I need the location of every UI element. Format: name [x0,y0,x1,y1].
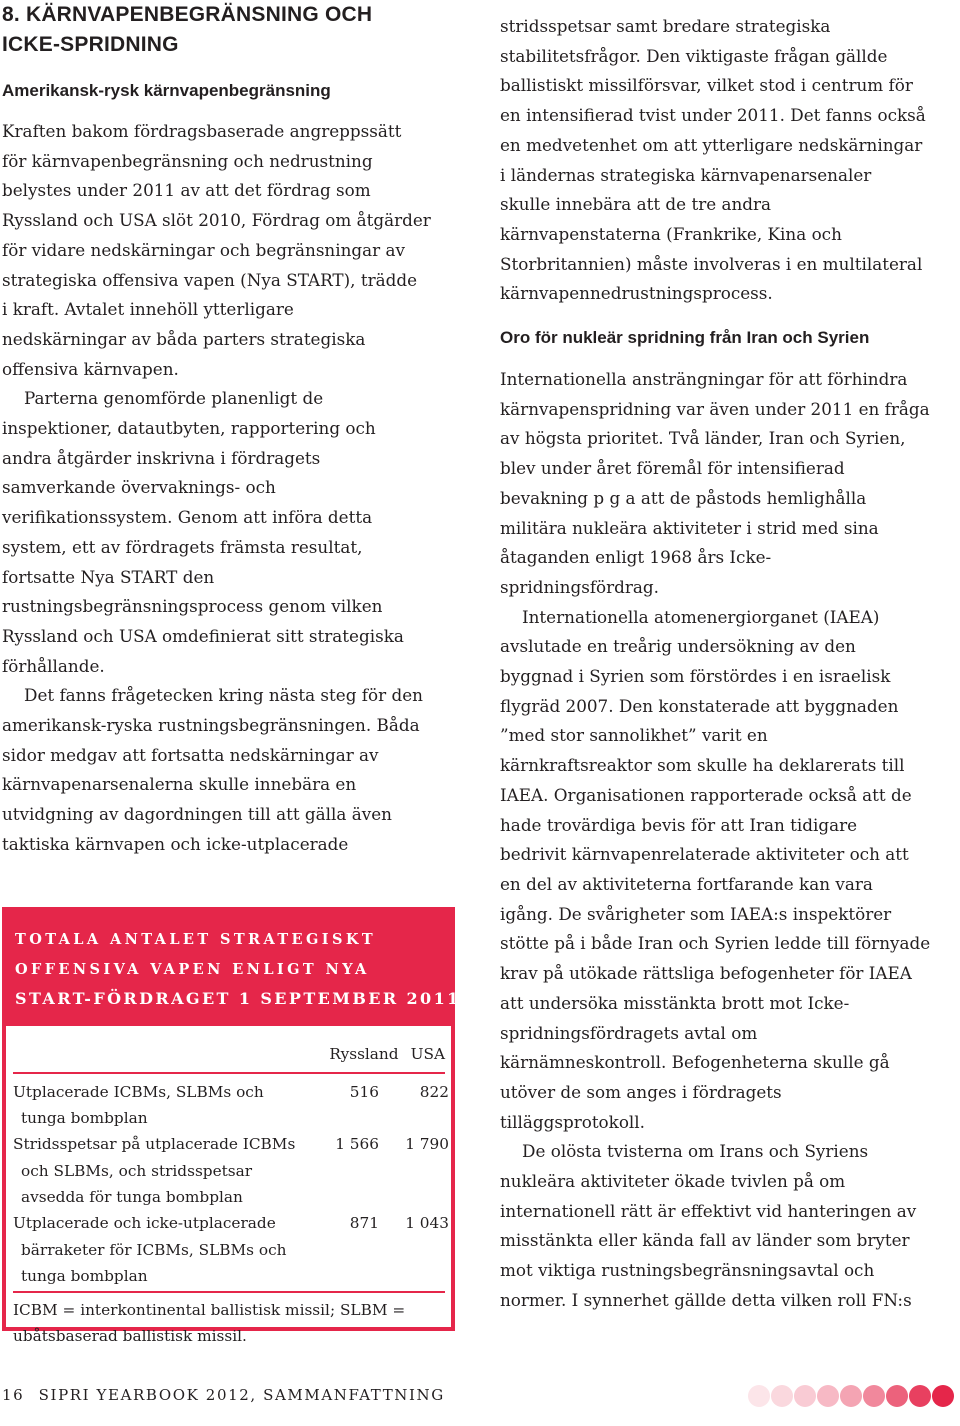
text-line: Parterna genomförde planenligt de [24,388,324,409]
body-text [500,365,960,1316]
dot-icon [794,1385,816,1407]
text-line: en intensifierad tvist under 2011. Det fanns också [500,105,926,126]
text-line: Ryssland och USA omdefinierat sitt strategiska [2,625,404,646]
text-line: i ländernas strategiska kärnvapenarsenaler [500,164,872,185]
cell-usa: 1 790 [405,1135,449,1154]
chapter-title-line: 8. KÄRNVAPENBEGRÄNSNING OCH [2,3,373,26]
fact-box-title-line: TOTALA ANTALET STRATEGISKT [15,931,377,948]
row-label-line: Utplacerade ICBMs, SLBMs och [13,1082,264,1101]
text-line: De olösta tvisterna om Irans och Syriens [522,1141,869,1162]
text-line: nukleära aktiviteter ökade tvivlen på om [500,1171,846,1192]
text-line: utvidgning av dagordningen till att gälla även [2,804,392,825]
text-line: militära nukleära aktiviteter i strid med sina [500,517,879,538]
text-line: ”med stor sannolikhet” varit en [500,725,768,746]
table-row [13,1210,449,1289]
text-line: för vidare nedskärningar och begränsningar av [2,239,406,260]
dot-icon [909,1385,931,1407]
text-line: Internationella ansträngningar för att förhindra [500,369,908,390]
table-header-row [13,1032,445,1074]
text-line: i kraft. Avtalet innehöll ytterligare [2,299,294,320]
text-line: verifikationssystem. Genom att införa detta [2,507,373,528]
section-heading: Amerikansk-rysk kärnvapenbegränsning [2,81,331,100]
row-label-line: bärraketer för ICBMs, SLBMs och [21,1240,287,1259]
body-text [500,12,960,309]
table-row [13,1131,449,1210]
text-line: skulle innebära att de tre andra [500,194,772,215]
page-footer [2,1386,445,1404]
text-line: flygräd 2007. Den konstaterade att byggnaden [500,695,899,716]
text-line: hade trovärdiga bevis för att Iran tidigare [500,814,858,835]
cell-usa: 1 043 [405,1214,449,1233]
text-line: nedskärningar av båda parters strategiska [2,328,366,349]
text-line: system, ett av fördragets främsta resultat, [2,536,363,557]
text-line: Storbritannien) måste involveras i en multilateral [500,253,923,274]
text-line: misstänkta eller kända fall av länder som bryter [500,1230,910,1251]
text-line: rustningsbegränsningsprocess genom vilken [2,596,383,617]
row-label [13,1210,325,1289]
fact-box-title-line: OFFENSIVA VAPEN ENLIGT NYA [15,960,370,978]
decorative-dots [748,1385,955,1407]
text-line: stridsspetsar samt bredare strategiska [500,16,831,36]
text-line: normer. I synnerhet gällde detta vilken roll FN:s [500,1289,912,1310]
text-line: amerikansk-ryska rustningsbegränsningen. Båda [2,715,420,736]
text-line: offensiva kärnvapen. [2,358,179,379]
dot-icon [817,1385,839,1407]
text-line: en medvetenhet om att ytterligare nedskärningar [500,134,923,155]
row-label-line: och SLBMs, och stridsspetsar [21,1161,253,1180]
text-line: spridningsfördragets avtal om [500,1022,758,1043]
row-label [13,1079,325,1132]
row-label-line: tunga bombplan [21,1109,148,1128]
row-label-line: avsedda för tunga bombplan [21,1187,243,1206]
cell-russia: 516 [349,1082,379,1101]
text-line: bedrivit kärnvapenrelaterade aktiviteter och att [500,844,909,865]
text-line: andra åtgärder inskrivna i fördragets [2,447,321,468]
text-line: belystes under 2011 av att det fördrag som [2,180,371,201]
right-column [500,12,960,1316]
text-line: för kärnvapenbegränsning och nedrustning [2,150,373,171]
text-line: Kraften bakom fördragsbaserade angreppssätt [2,121,402,141]
footnote-line: ubåtsbaserad ballistisk missil. [13,1327,247,1346]
dot-icon [886,1385,908,1407]
dot-icon [771,1385,793,1407]
text-line: internationell rätt är effektivt vid hanteringen av [500,1200,917,1221]
text-line: taktiska kärnvapen och icke-utplacerade [2,833,349,854]
chapter-title-line: ICKE-SPRIDNING [2,33,179,56]
section-heading: Oro för nukleär spridning från Iran och Syrien [500,328,870,348]
dot-icon [748,1385,770,1407]
text-line: kärnämneskontroll. Befogenheterna skulle gå [500,1052,890,1073]
text-line: kärnkraftsreaktor som skulle ha deklarerats till [500,755,905,776]
table-row [13,1079,449,1132]
text-line: byggnad i Syrien som förstördes i en israelisk [500,666,891,687]
fact-box-footnote [13,1293,445,1350]
text-line: stabilitetsfrågor. Den viktigaste frågan gällde [500,45,888,66]
text-line: IAEA. Organisationen rapporterade också att de [500,784,912,805]
text-line: igång. De svårigheter som IAEA:s inspektörer [500,903,892,924]
left-column [2,0,472,860]
text-line: krav på utökade rättsliga befogenheter för IAEA [500,963,912,984]
text-line: kärnvapenarsenalerna skulle innebära en [2,774,357,795]
text-line: Det fanns frågetecken kring nästa steg för den [24,685,423,706]
text-line: ballistiskt missilförsvar, vilket stod i centrum för [500,75,913,96]
text-line: strategiska offensiva vapen (Nya START), trädde [2,269,418,290]
fact-box-header [6,911,461,1026]
row-label [13,1131,325,1210]
text-line: en del av aktiviteterna fortfarande kan vara [500,873,873,894]
footnote-line: ICBM = interkontinental ballistisk missil; SLBM = [13,1301,406,1320]
text-line: sidor medgav att fortsatta nedskärningar av [2,744,379,765]
text-line: kärnvapenstaterna (Frankrike, Kina och [500,223,842,244]
page-number: 16 [2,1386,25,1404]
text-line: fortsatte Nya START den [2,566,215,587]
cell-russia: 1 566 [335,1135,379,1154]
row-label-line: Stridsspetsar på utplacerade ICBMs [13,1135,296,1154]
text-line: Ryssland och USA slöt 2010, Fördrag om åtgärder [2,210,431,231]
text-line: kärnvapenspridning var även under 2011 en fråga [500,398,930,419]
text-line: utöver de som anges i fördragets [500,1081,782,1102]
fact-box [2,907,461,1346]
column-header-russia: Ryssland [329,1044,399,1063]
chapter-title [2,0,472,60]
text-line: tilläggsprotokoll. [500,1111,646,1132]
dot-icon [863,1385,885,1407]
publication-title: SIPRI YEARBOOK 2012, SAMMANFATTNING [38,1386,445,1404]
cell-russia: 871 [349,1214,379,1233]
text-line: åtaganden enligt 1968 års Icke- [500,547,772,568]
text-line: att undersöka misstänkta brott mot Icke- [500,992,850,1013]
row-label-line: tunga bombplan [21,1266,148,1285]
fact-box-title-line: START-FÖRDRAGET 1 SEPTEMBER 2011 [15,989,461,1008]
text-line: inspektioner, datautbyten, rapportering och [2,418,376,439]
text-line: samverkande övervaknings- och [2,477,276,498]
text-line: stötte på i både Iran och Syrien ledde till förnyade [500,933,931,954]
text-line: spridningsfördrag. [500,576,660,597]
cell-usa: 822 [419,1082,449,1101]
dot-icon [840,1385,862,1407]
text-line: förhållande. [2,655,105,676]
text-line: Internationella atomenergiorganet (IAEA) [522,606,880,627]
text-line: blev under året föremål för intensifierad [500,458,845,479]
text-line: mot viktiga rustningsbegränsningsavtal och [500,1260,875,1281]
text-line: kärnvapennedrustningsprocess. [500,283,773,304]
text-line: bevakning p g a att de påstods hemlighålla [500,487,867,508]
body-text [2,117,472,860]
row-label-line: Utplacerade och icke-utplacerade [13,1214,276,1233]
text-line: av högsta prioritet. Två länder, Iran och Syrien, [500,428,906,449]
text-line: avslutade en treårig undersökning av den [500,636,856,657]
dot-icon [932,1385,954,1407]
fact-box-table [6,1026,451,1350]
table-body [13,1074,449,1293]
column-header-usa: USA [410,1044,445,1063]
